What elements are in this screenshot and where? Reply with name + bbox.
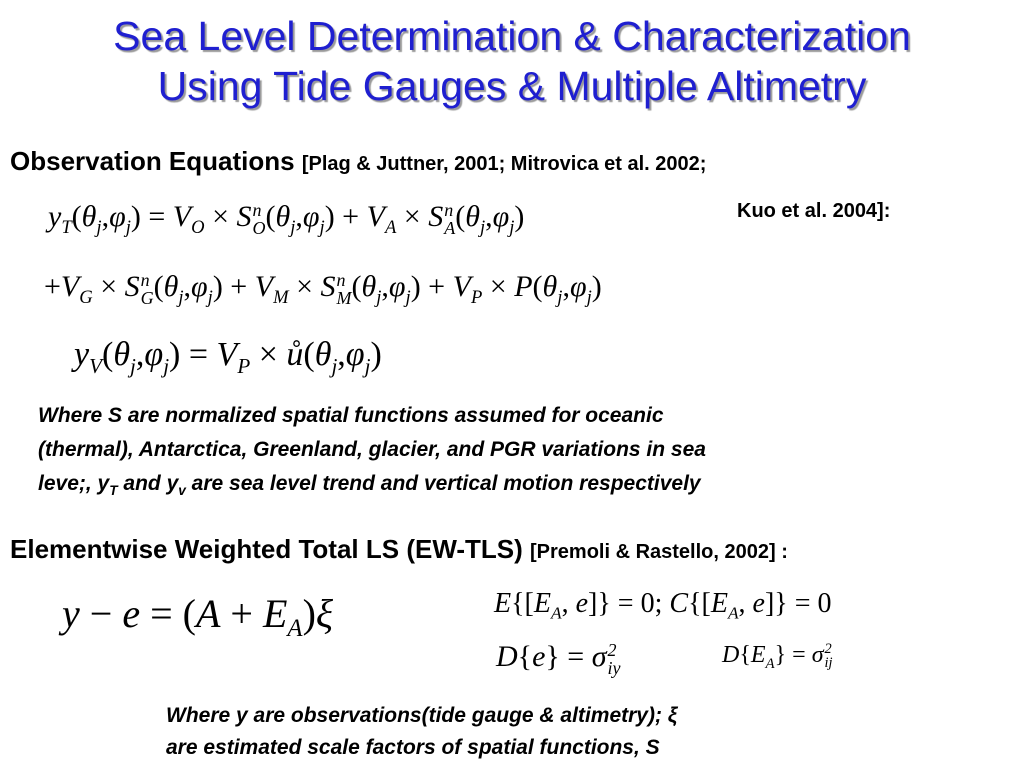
where-y-line-1: Where y are observations(tide gauge & altimetry); ξ bbox=[166, 704, 678, 727]
equation-continuation: $+V_G \times S$ n G $(\theta_j,\varphi_j) + V_M \times S$ n M $(\theta_j,\varphi_j) + V_P \times P(\theta_j,\varphi_j)$ bbox=[44, 270, 602, 309]
where-y-line-2: are estimated scale factors of spatial functions, S bbox=[166, 736, 660, 759]
where-s-line-3 bbox=[38, 470, 701, 505]
where-s-line-3-b: and y bbox=[117, 472, 179, 495]
where-s-line-2: (thermal), Antarctica, Greenland, glacier, and PGR variations in sea bbox=[38, 438, 706, 461]
observation-ref-1: [Plag & Juttner, 2001; Mitrovica et al. 2002; bbox=[301, 153, 707, 175]
where-s-sub-t: T bbox=[109, 483, 118, 499]
equation-yv: $y_V(\theta_j,\varphi_j) = V_P$ × $ů(\theta_j,\varphi_j)$ bbox=[74, 336, 382, 378]
where-s-sub-v: v bbox=[178, 483, 186, 499]
equation-dea: $D\{E_A\} = \sigma$ 2 ij bbox=[722, 641, 833, 672]
equation-ewtls: $y - e = (A + E_A)\xi$ bbox=[62, 591, 334, 642]
ewtls-heading bbox=[10, 534, 788, 565]
equation-de: D{e} = σ 2 iy bbox=[496, 640, 621, 679]
where-s-line-3-a: leve;, y bbox=[38, 472, 110, 495]
ewtls-heading-text: Elementwise Weighted Total LS (EW-TLS) bbox=[10, 534, 523, 564]
where-s-line-1: Where S are normalized spatial functions assumed for oceanic bbox=[38, 404, 664, 427]
equation-yt: $y_T(\theta_j,\varphi_j) = V_O \times S$ n O $(\theta_j,\varphi_j) + V_A \times S$ n A $(\theta_j,\varphi_j)$ bbox=[48, 200, 525, 239]
equation-expectation: $E\{[E_A$, e]} = 0; $C\{[E_A$, e]} = 0 bbox=[494, 588, 832, 623]
observation-heading-text: Observation Equations bbox=[10, 146, 295, 176]
observation-heading bbox=[10, 146, 706, 177]
where-s-line-3-c: are sea level trend and vertical motion respectively bbox=[185, 472, 701, 495]
title-line-1: Sea Level Determination & Characterization bbox=[113, 13, 911, 59]
title-line-2: Using Tide Gauges & Multiple Altimetry bbox=[157, 63, 867, 109]
observation-ref-2: Kuo et al. 2004]: bbox=[737, 200, 891, 222]
ewtls-ref: [Premoli & Rastello, 2002] : bbox=[530, 541, 788, 563]
